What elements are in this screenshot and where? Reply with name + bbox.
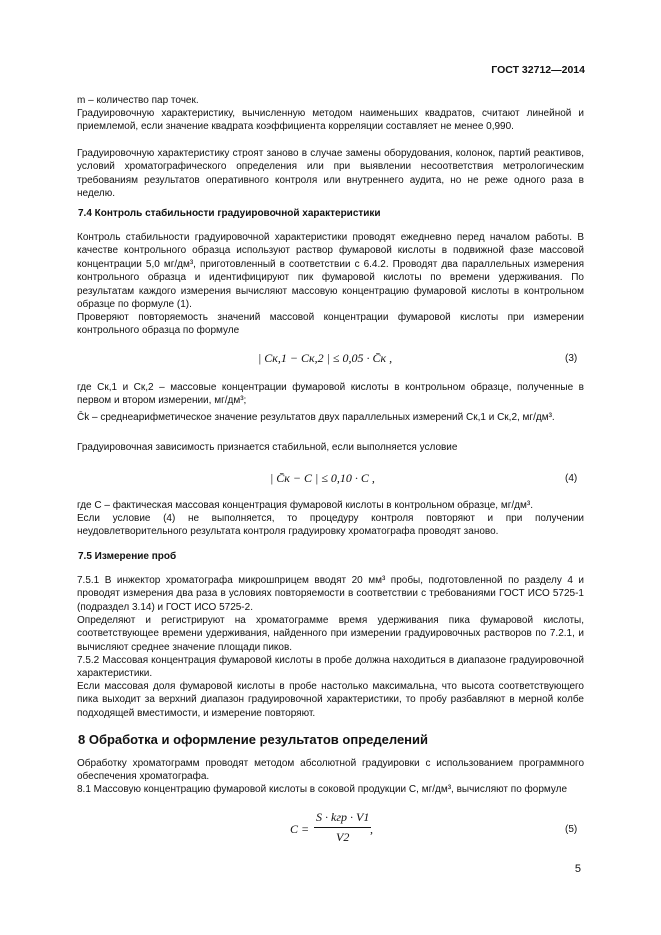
paragraph: 7.5.2 Массовая концентрация фумаровой кислоты в пробе должна находиться в диапазоне градуировочной характеристики. xyxy=(77,655,584,680)
formula-number: (3) xyxy=(565,353,578,364)
formula-5-fraction xyxy=(314,810,371,845)
formula-5-lhs: C = xyxy=(290,822,310,836)
paragraph: Если массовая доля фумаровой кислоты в пробе настолько максимальна, что высота соответствующего пика выходит за верхний диапазон градуировочной характеристики, то пробу разбавляют в мерной колбе подходящей вместимости, и измерение повторяют. xyxy=(77,681,584,719)
paragraph: Градуировочную характеристику, вычисленную методом наименьших квадратов, считают линейной и приемлемой, если значение квадрата коэффициента корреляции составляет не менее 0,990. xyxy=(77,108,584,133)
paragraph: 8.1 Массовую концентрацию фумаровой кислоты в соковой продукции C, мг/дм³, вычисляют по формуле xyxy=(77,784,568,795)
where-clause: где Cк,1 и Cк,2 – массовые концентрации фумаровой кислоты в контрольном образце, полученные в первом и втором измерении, мг/дм³; xyxy=(77,382,584,407)
where-clause: где C – фактическая массовая концентрация фумаровой кислоты в контрольном образце, мг/дм³. xyxy=(77,500,533,511)
paragraph: Контроль стабильности градуировочной характеристики проводят ежедневно перед началом работы. В качестве контрольного образца используют раствор фумаровой кислоты в подвижной фазе массовой концентрации 5,0 мг/дм³, приготовленный в соответствии с 6.4.2. Проводят два параллельных измерения контрольного образца и идентифицируют пик фумаровой кислоты по времени удерживания. По результатам каждого измерения вычисляют массовую концентрацию фумаровой кислоты в контрольном образце по формуле (1). xyxy=(77,232,584,311)
page-number: 5 xyxy=(574,863,581,875)
where-clause: C̄k – среднеарифметическое значение результатов двух параллельных измерений Cк,1 и Cк,2, мг/дм³. xyxy=(77,412,555,423)
m-definition: m – количество пар точек. xyxy=(77,95,199,106)
section-7-4-title: 7.4 Контроль стабильности градуировочной характеристики xyxy=(78,208,381,219)
paragraph: Градуировочную характеристику строят заново в случае замены оборудования, колонок, партий реактивов, условий хроматографического определения или при выявлении несоответствия метрологическим требованиям результатов оперативного контроля или внутреннего аудита, но не реже одного раза в неделю. xyxy=(77,148,584,200)
paragraph: Градуировочная зависимость признается стабильной, если выполняется условие xyxy=(77,442,458,453)
paragraph: Проверяют повторяемость значений массовой концентрации фумаровой кислоты при измерении контрольного образца по формуле xyxy=(77,312,584,337)
paragraph: 7.5.1 В инжектор хроматографа микрошприцем вводят 20 мм³ пробы, подготовленной по разделу 4 и проводят измерения два раза в условиях повторяемости в соответствии с требованиями ГОСТ ИСО 5725-1 (подраздел 3.14) и ГОСТ ИСО 5725-2. xyxy=(77,575,584,613)
formula-3: | Cк,1 − Cк,2 | ≤ 0,05 · C̄к , xyxy=(258,351,393,365)
formula-5-tail: , xyxy=(370,822,373,836)
formula-number: (5) xyxy=(565,824,578,835)
formula-5-denominator: V2 xyxy=(336,830,350,844)
document-header: ГОСТ 32712—2014 xyxy=(491,64,585,76)
section-8-title: 8 Обработка и оформление результатов определений xyxy=(78,732,429,747)
formula-number: (4) xyxy=(565,473,578,484)
formula-5-numerator: S · kгр · V1 xyxy=(314,810,371,828)
formula-4: | C̄к − C | ≤ 0,10 · C , xyxy=(270,471,375,485)
section-7-5-title: 7.5 Измерение проб xyxy=(78,551,177,562)
paragraph: Обработку хроматограмм проводят методом абсолютной градуировки с использованием программного обеспечения хроматографа. xyxy=(77,758,584,783)
paragraph: Определяют и регистрируют на хроматограмме время удерживания пика фумаровой кислоты, соответствующее времени удерживания, найденного при измерении градуировочных растворов по 7.2.1, и вычисляют среднее значение площади пиков. xyxy=(77,615,584,653)
paragraph: Если условие (4) не выполняется, то процедуру контроля повторяют и при получении неудовлетворительного результата контроля градуировку хроматографа проводят заново. xyxy=(77,513,584,538)
